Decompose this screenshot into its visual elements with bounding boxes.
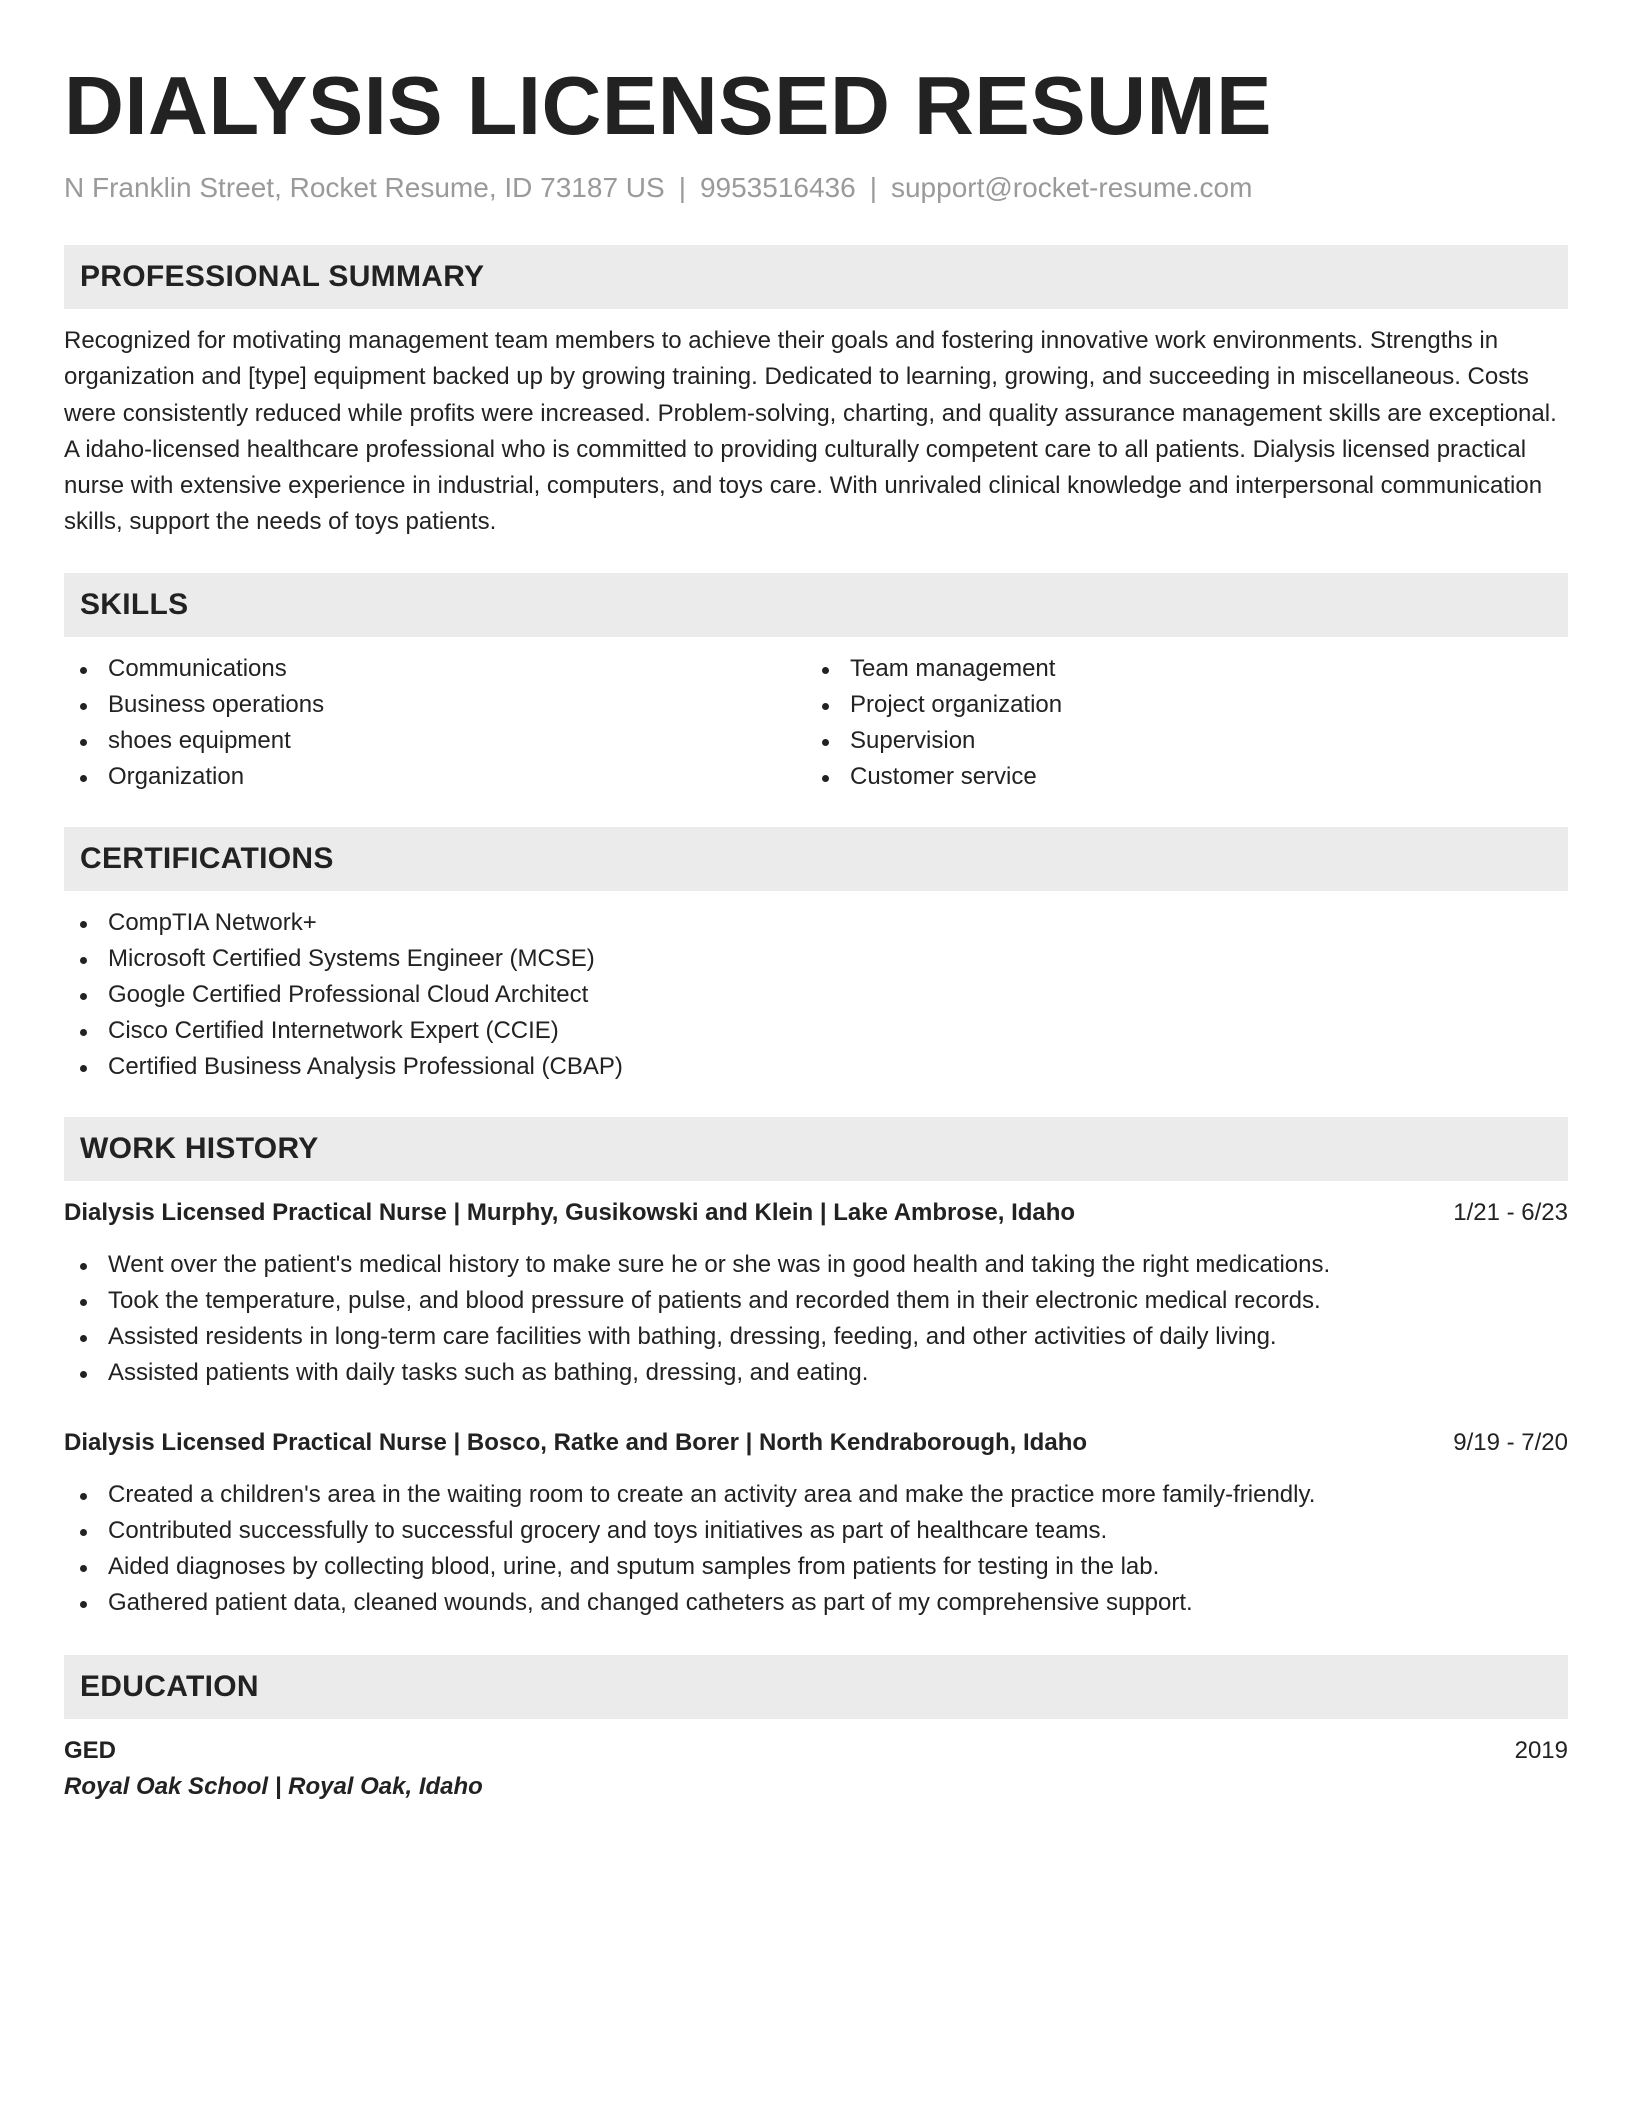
skills-column-left xyxy=(64,651,806,795)
education-year: 2019 xyxy=(1514,1736,1568,1764)
certification-item: Google Certified Professional Cloud Architect xyxy=(64,977,1568,1013)
skill-item: shoes equipment xyxy=(64,723,806,759)
contact-separator: | xyxy=(869,172,877,203)
job-duty-item: Assisted patients with daily tasks such as bathing, dressing, and eating. xyxy=(64,1355,1568,1391)
job-duty-item: Contributed successfully to successful grocery and toys initiatives as part of healthcare teams. xyxy=(64,1513,1568,1549)
education-entry xyxy=(64,1733,1568,1805)
education-school: Royal Oak School | Royal Oak, Idaho xyxy=(64,1772,483,1800)
job-title: Dialysis Licensed Practical Nurse | Murphy, Gusikowski and Klein | Lake Ambrose, Idaho xyxy=(64,1198,1076,1226)
job-duties xyxy=(64,1477,1568,1621)
section-header-skills: SKILLS xyxy=(64,573,1568,637)
section-header-work-history: WORK HISTORY xyxy=(64,1117,1568,1181)
section-header-summary: PROFESSIONAL SUMMARY xyxy=(64,245,1568,309)
skill-item: Team management xyxy=(806,651,1548,687)
job-duties xyxy=(64,1247,1568,1391)
job-duty-item: Took the temperature, pulse, and blood pressure of patients and recorded them in their electronic medical records. xyxy=(64,1283,1568,1319)
job-header xyxy=(64,1195,1568,1231)
skill-item: Organization xyxy=(64,759,806,795)
job-entry xyxy=(64,1195,1568,1391)
contact-phone: 9953516436 xyxy=(699,172,856,203)
skill-item: Project organization xyxy=(806,687,1548,723)
certification-item: Cisco Certified Internetwork Expert (CCIE) xyxy=(64,1013,1568,1049)
resume-title: DIALYSIS LICENSED RESUME xyxy=(64,59,1273,152)
job-duty-item: Aided diagnoses by collecting blood, urine, and sputum samples from patients for testing in the lab. xyxy=(64,1549,1568,1585)
job-duty-item: Gathered patient data, cleaned wounds, and changed catheters as part of my comprehensive support. xyxy=(64,1585,1568,1621)
job-duty-item: Assisted residents in long-term care facilities with bathing, dressing, feeding, and other activities of daily living. xyxy=(64,1319,1568,1355)
skill-item: Communications xyxy=(64,651,806,687)
contact-separator: | xyxy=(678,172,686,203)
education-header xyxy=(64,1733,1568,1769)
job-duty-item: Went over the patient's medical history to make sure he or she was in good health and taking the right medications. xyxy=(64,1247,1568,1283)
section-header-education: EDUCATION xyxy=(64,1655,1568,1719)
certification-item: Certified Business Analysis Professional (CBAP) xyxy=(64,1049,1568,1085)
section-header-certifications: CERTIFICATIONS xyxy=(64,827,1568,891)
resume-page xyxy=(64,56,1568,1805)
summary-paragraph: Recognized for motivating management team members to achieve their goals and fostering innovative work environments. Strengths in organization and [type] equipment backed up by growing training. Dedicated to learning, growing, and succeeding in miscellaneous. Costs were consistently reduced while profits were increased. Problem-solving, charting, and quality assurance management skills are exceptional. A idaho-licensed healthcare professional who is committed to providing culturally competent care to all patients. Dialysis licensed practical nurse with extensive experience in industrial, computers, and toys care. With unrivaled clinical knowledge and interpersonal communication skills, support the needs of toys patients. xyxy=(64,327,1557,536)
skills-column-right xyxy=(806,651,1548,795)
job-title: Dialysis Licensed Practical Nurse | Bosco, Ratke and Borer | North Kendraborough, Idaho xyxy=(64,1428,1088,1456)
certification-item: Microsoft Certified Systems Engineer (MCSE) xyxy=(64,941,1568,977)
job-entry xyxy=(64,1425,1568,1621)
contact-line xyxy=(64,170,1568,206)
skill-item: Customer service xyxy=(806,759,1548,795)
contact-address: N Franklin Street, Rocket Resume, ID 73187 US xyxy=(64,172,665,203)
education-degree: GED xyxy=(64,1736,117,1764)
certifications-list xyxy=(64,905,1568,1085)
skill-item: Supervision xyxy=(806,723,1548,759)
job-duty-item: Created a children's area in the waiting room to create an activity area and make the practice more family-friendly. xyxy=(64,1477,1568,1513)
job-header xyxy=(64,1425,1568,1461)
skill-item: Business operations xyxy=(64,687,806,723)
skills-columns xyxy=(64,651,1568,795)
job-dates: 1/21 - 6/23 xyxy=(1453,1198,1568,1226)
contact-email: support@rocket-resume.com xyxy=(890,172,1253,203)
certification-item: CompTIA Network+ xyxy=(64,905,1568,941)
job-dates: 9/19 - 7/20 xyxy=(1453,1428,1568,1456)
